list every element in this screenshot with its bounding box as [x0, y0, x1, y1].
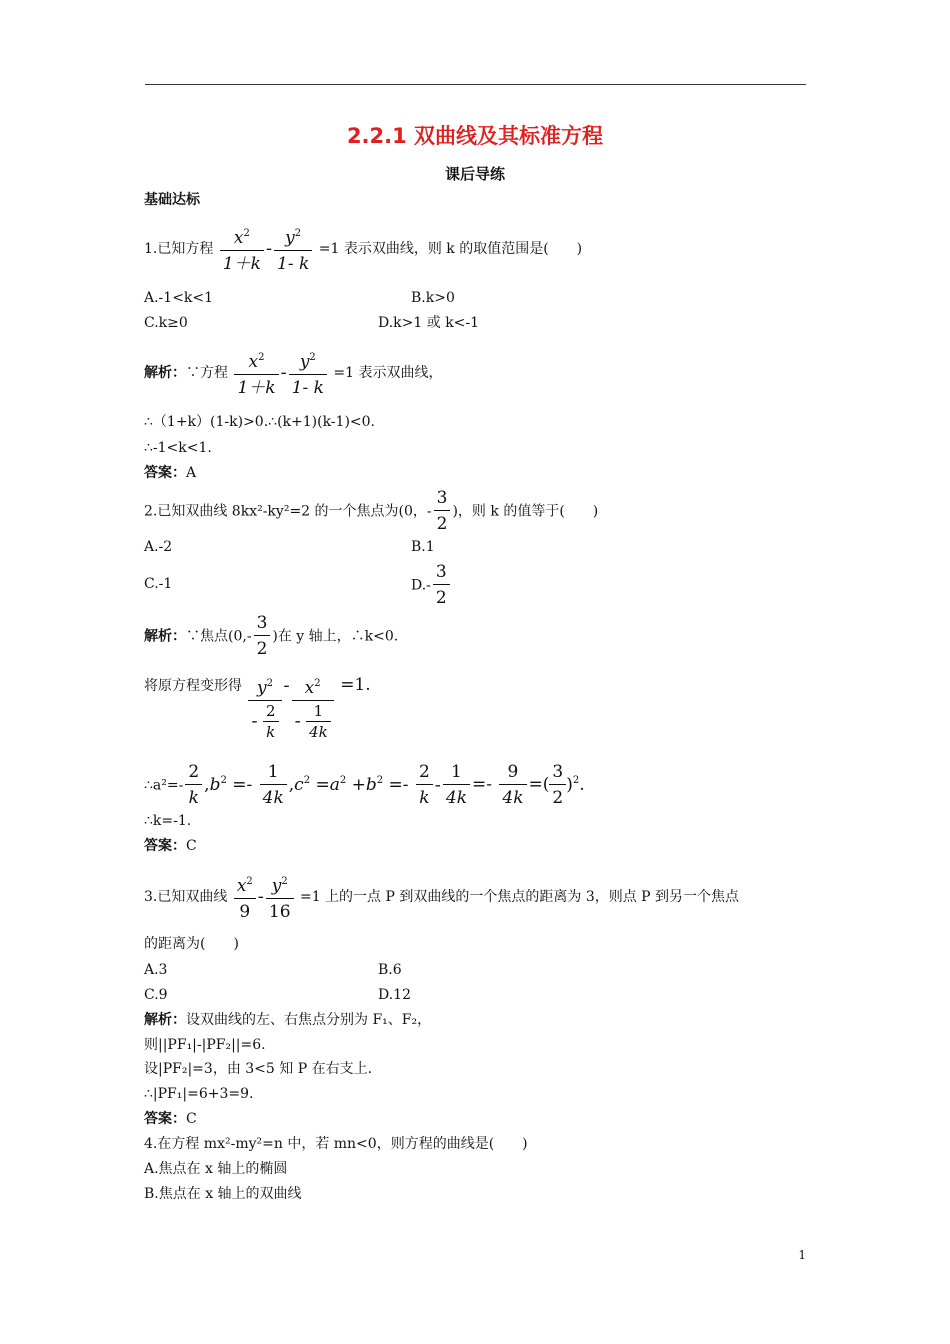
q2-answer: 答案：C: [144, 838, 197, 854]
q3-option-b: B.6: [378, 962, 402, 978]
q2-option-d: D.- $\frac{3}{2}$: [411, 560, 452, 611]
q1-answer: 答案：A: [144, 465, 197, 481]
q2-option-b: B.1: [411, 539, 435, 555]
q3-option-a: A.3: [144, 962, 168, 978]
q4-option-b: B.焦点在 x 轴上的双曲线: [144, 1186, 302, 1202]
q3-solution-line4: ∴|PF₁|=6+3=9.: [144, 1086, 254, 1102]
header-rule: [145, 84, 806, 85]
page-number: 1: [798, 1248, 806, 1262]
q1-option-a: A.-1<k<1: [144, 290, 214, 306]
q1-solution-line1: 解析：∵方程 $\frac{x^2}{1+k}$ - $\frac{y^2}{1- k}$ =1 表示双曲线，: [144, 346, 442, 401]
q2-solution-line1: 解析：∵焦点(0,- $\frac{3}{2}$ )在 y 轴上，∴k<0.: [144, 613, 399, 659]
page-title: 2.2.1 双曲线及其标准方程: [346, 124, 604, 148]
q3-solution-line2: 则||PF₁|-|PF₂||=6.: [144, 1037, 266, 1053]
q1-solution-line2: ∴（1+k）(1-k)>0.∴(k+1)(k-1)<0.: [144, 414, 375, 430]
q2-option-c: C.-1: [144, 576, 173, 592]
q2-solution-line2: 将原方程变形得 $y^2$ - $\frac{2}{k}$ - $x^2$ - $\frac{1}{4k}$ =1.: [144, 672, 371, 742]
q4-stem: 4.在方程 mx²-my²=n 中，若 mn<0，则方程的曲线是( ): [144, 1136, 528, 1152]
q3-option-d: D.12: [378, 987, 411, 1003]
q4-option-a: A.焦点在 x 轴上的椭圆: [144, 1161, 288, 1177]
q3-stem: 3.已知双曲线 $\frac{x^2}{9}$ - $\frac{y^2}{16}$ =1 上的一点 P 到双曲线的一个焦点的距离为 3，则点 P 到另一个焦点: [144, 870, 739, 925]
q2-option-a: A.-2: [144, 539, 173, 555]
q2-solution-line3: ∴a²=- $\frac{2}{k}$ $,b^2$ =- $\frac{1}{4k}$ $,c^2 =a^2 +b^2$ =- $\frac{2}{k}$ - $\frac{1}{4k}$ =- $\frac{9}{4k}$ =( $\frac{3}{2}$ )$^2$.: [144, 762, 585, 808]
page-subtitle: 课后导练: [444, 165, 505, 183]
q3-stem-line2: 的距离为( ): [144, 936, 239, 952]
q1-option-c: C.k≥0: [144, 315, 188, 331]
q1-stem: 1.已知方程 $\frac{x^2}{1+k}$ - $\frac{y^2}{1- k}$ =1 表示双曲线，则 k 的取值范围是( ): [144, 222, 582, 277]
q3-answer: 答案：C: [144, 1111, 197, 1127]
q2-stem: 2.已知双曲线 8kx²-ky²=2 的一个焦点为(0，- $\frac{3}{2}$ )，则 k 的值等于( ): [144, 488, 599, 534]
q2-solution-line4: ∴k=-1.: [144, 813, 192, 829]
q1-option-b: B.k>0: [411, 290, 455, 306]
q3-solution-line1: 解析：设双曲线的左、右焦点分别为 F₁、F₂，: [144, 1012, 432, 1028]
section-heading: 基础达标: [144, 192, 200, 208]
q3-option-c: C.9: [144, 987, 168, 1003]
q1-option-d: D.k>1 或 k<-1: [378, 315, 480, 331]
q1-solution-line3: ∴-1<k<1.: [144, 440, 212, 456]
q3-solution-line3: 设|PF₂|=3，由 3<5 知 P 在右支上.: [144, 1061, 373, 1077]
